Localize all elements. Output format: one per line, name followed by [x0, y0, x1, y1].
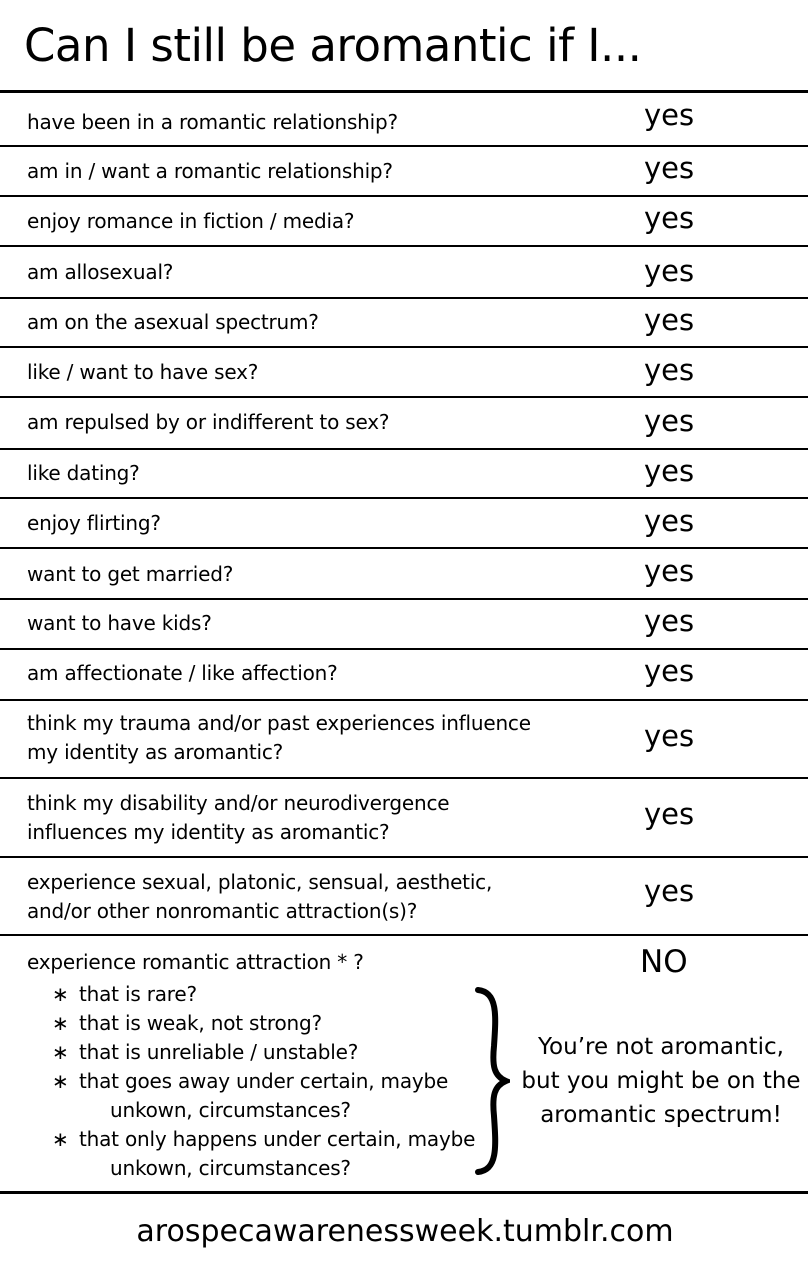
question-text: enjoy romance in fiction / media?: [27, 209, 355, 233]
asterisk-bullet-icon: ∗: [52, 1011, 69, 1035]
question-text: like dating?: [27, 461, 140, 485]
answer-text: yes: [644, 404, 695, 438]
question-text-line-1: experience sexual, platonic, sensual, aesthetic,: [27, 870, 493, 894]
condition-text: that goes away under certain, maybe: [79, 1069, 449, 1093]
row-divider: [0, 297, 808, 299]
condition-continuation: unkown, circumstances?: [110, 1098, 351, 1122]
row-divider: [0, 497, 808, 499]
answer-text: yes: [644, 874, 695, 908]
answer-text: yes: [644, 151, 695, 185]
question-text: have been in a romantic relationship?: [27, 110, 398, 134]
asterisk-bullet-icon: ∗: [52, 1127, 69, 1151]
condition-item: [52, 980, 197, 1009]
row-divider: [0, 648, 808, 650]
answer-text: yes: [644, 797, 695, 831]
row-divider: [0, 547, 808, 549]
condition-item: [52, 1125, 475, 1154]
condition-text: that is weak, not strong?: [79, 1011, 322, 1035]
note-line: but you might be on the: [521, 1068, 801, 1094]
header-rule: [0, 90, 808, 93]
question-text: like / want to have sex?: [27, 360, 259, 384]
question-text: want to have kids?: [27, 611, 212, 635]
row-divider: [0, 699, 808, 701]
question-text: enjoy flirting?: [27, 511, 161, 535]
row-divider: [0, 396, 808, 398]
question-text-line-2: influences my identity as aromantic?: [27, 820, 390, 844]
answer-text: yes: [644, 719, 695, 753]
question-text: am repulsed by or indifferent to sex?: [27, 410, 390, 434]
row-divider: [0, 934, 808, 936]
condition-text: that is unreliable / unstable?: [79, 1040, 359, 1064]
asterisk-bullet-icon: ∗: [52, 1040, 69, 1064]
condition-item: [52, 1038, 358, 1067]
row-divider: [0, 448, 808, 450]
asterisk-bullet-icon: ∗: [52, 1069, 69, 1093]
answer-text: yes: [644, 353, 695, 387]
condition-item: [52, 1067, 448, 1096]
note-line: aromantic spectrum!: [540, 1102, 782, 1128]
footer-url: arospecawarenessweek.tumblr.com: [136, 1214, 674, 1249]
answer-text: yes: [644, 504, 695, 538]
row-divider: [0, 856, 808, 858]
row-divider: [0, 145, 808, 147]
footer-rule: [0, 1191, 808, 1194]
answer-text: yes: [644, 98, 695, 132]
asterisk-bullet-icon: ∗: [52, 982, 69, 1006]
row-divider: [0, 777, 808, 779]
question-text: am on the asexual spectrum?: [27, 310, 319, 334]
answer-text: yes: [644, 604, 695, 638]
answer-text: yes: [644, 454, 695, 488]
condition-text: that is rare?: [79, 982, 197, 1006]
final-question-text: experience romantic attraction * ?: [27, 950, 364, 974]
question-text: am allosexual?: [27, 260, 174, 284]
answer-text: yes: [644, 654, 695, 688]
curly-brace-icon: [470, 986, 510, 1176]
row-divider: [0, 598, 808, 600]
question-text: am in / want a romantic relationship?: [27, 159, 393, 183]
question-text-line-1: think my disability and/or neurodivergence: [27, 791, 450, 815]
condition-text: that only happens under certain, maybe: [79, 1127, 476, 1151]
answer-text: yes: [644, 254, 695, 288]
answer-text: yes: [644, 201, 695, 235]
question-text: am affectionate / like affection?: [27, 661, 338, 685]
condition-continuation: unkown, circumstances?: [110, 1156, 351, 1180]
question-text-line-1: think my trauma and/or past experiences influence: [27, 711, 531, 735]
note-line: You’re not aromantic,: [538, 1034, 784, 1060]
page-title: Can I still be aromantic if I...: [24, 19, 642, 72]
row-divider: [0, 195, 808, 197]
spectrum-note: [516, 1030, 806, 1132]
final-answer-text: NO: [640, 944, 688, 980]
answer-text: yes: [644, 554, 695, 588]
question-text-line-2: and/or other nonromantic attraction(s)?: [27, 899, 418, 923]
question-text: want to get married?: [27, 562, 234, 586]
condition-item: [52, 1009, 322, 1038]
row-divider: [0, 245, 808, 247]
question-text-line-2: my identity as aromantic?: [27, 740, 284, 764]
answer-text: yes: [644, 303, 695, 337]
row-divider: [0, 346, 808, 348]
